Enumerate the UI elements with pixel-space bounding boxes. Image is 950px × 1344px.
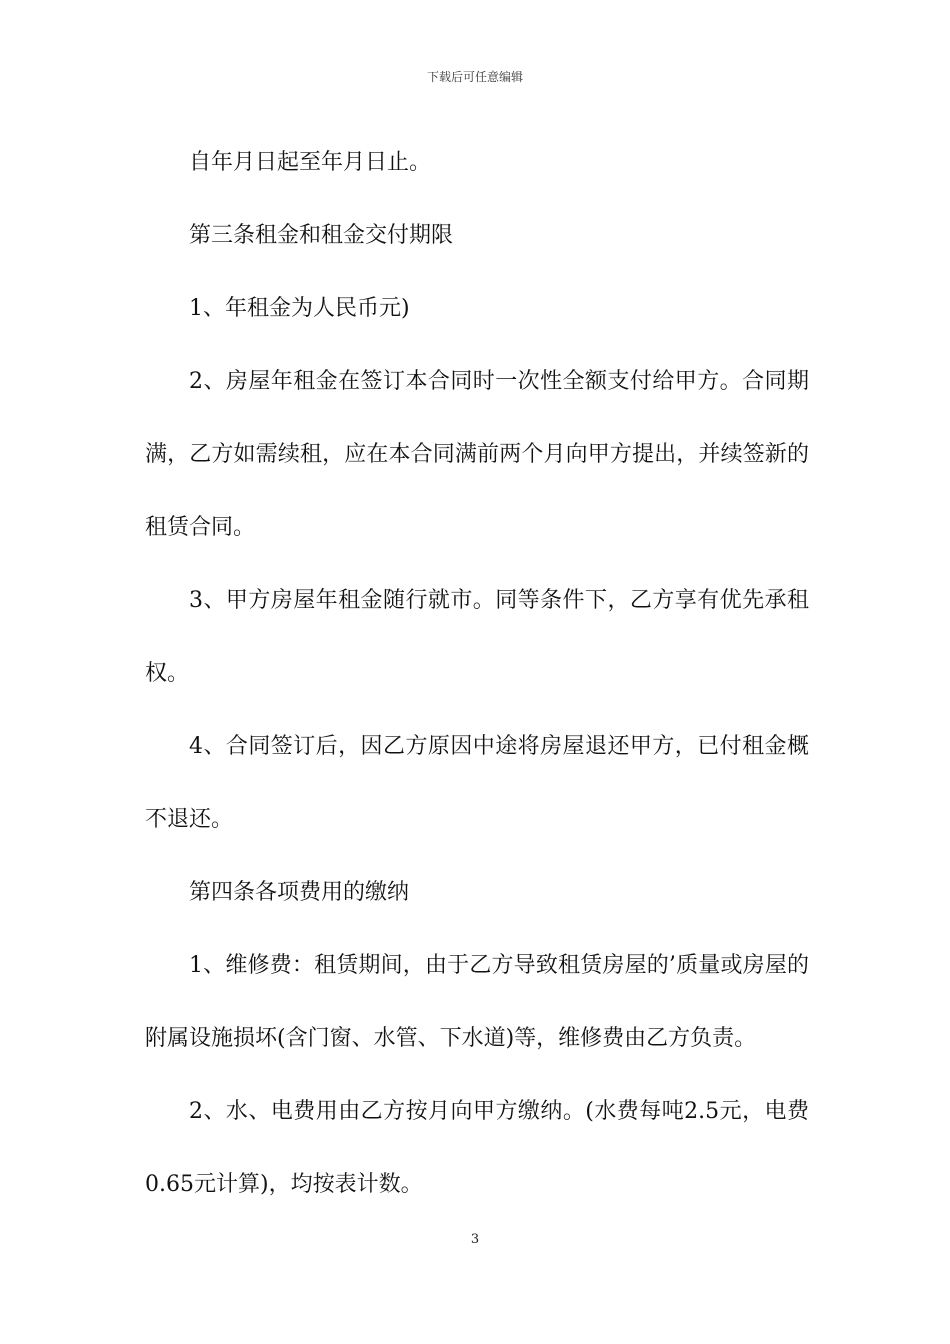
- document-body: [145, 126, 809, 1221]
- paragraph-maintenance-fee: 1、维修费：租赁期间，由于乙方导致租赁房屋的’质量或房屋的附属设施损坏(含门窗、水管、下水道)等，维修费由乙方负责。: [145, 953, 809, 1051]
- paragraph-utility-fee: 2、水、电费用由乙方按月向甲方缴纳。(水费每吨2.5元，电费0.65元计算)，均按表计数。: [145, 1099, 809, 1197]
- paragraph-rent-amount: 1、年租金为人民币元): [189, 296, 410, 321]
- paragraph-rent-market: 3、甲方房屋年租金随行就市。同等条件下，乙方享有优先承租权。: [145, 588, 809, 686]
- heading-article-3: 第三条租金和租金交付期限: [189, 223, 454, 248]
- page-number: 3: [470, 1232, 480, 1247]
- header-note: 下载后可任意编辑: [426, 70, 523, 84]
- heading-article-4: 第四条各项费用的缴纳: [189, 880, 410, 905]
- paragraph-lease-term: 自年月日起至年月日止。: [189, 150, 432, 175]
- paragraph-rent-payment: 2、房屋年租金在签订本合同时一次性全额支付给甲方。合同期满，乙方如需续租，应在本合同满前两个月向甲方提出，并续签新的租赁合同。: [145, 369, 809, 540]
- paragraph-no-refund: 4、合同签订后，因乙方原因中途将房屋退还甲方，已付租金概不退还。: [145, 734, 809, 832]
